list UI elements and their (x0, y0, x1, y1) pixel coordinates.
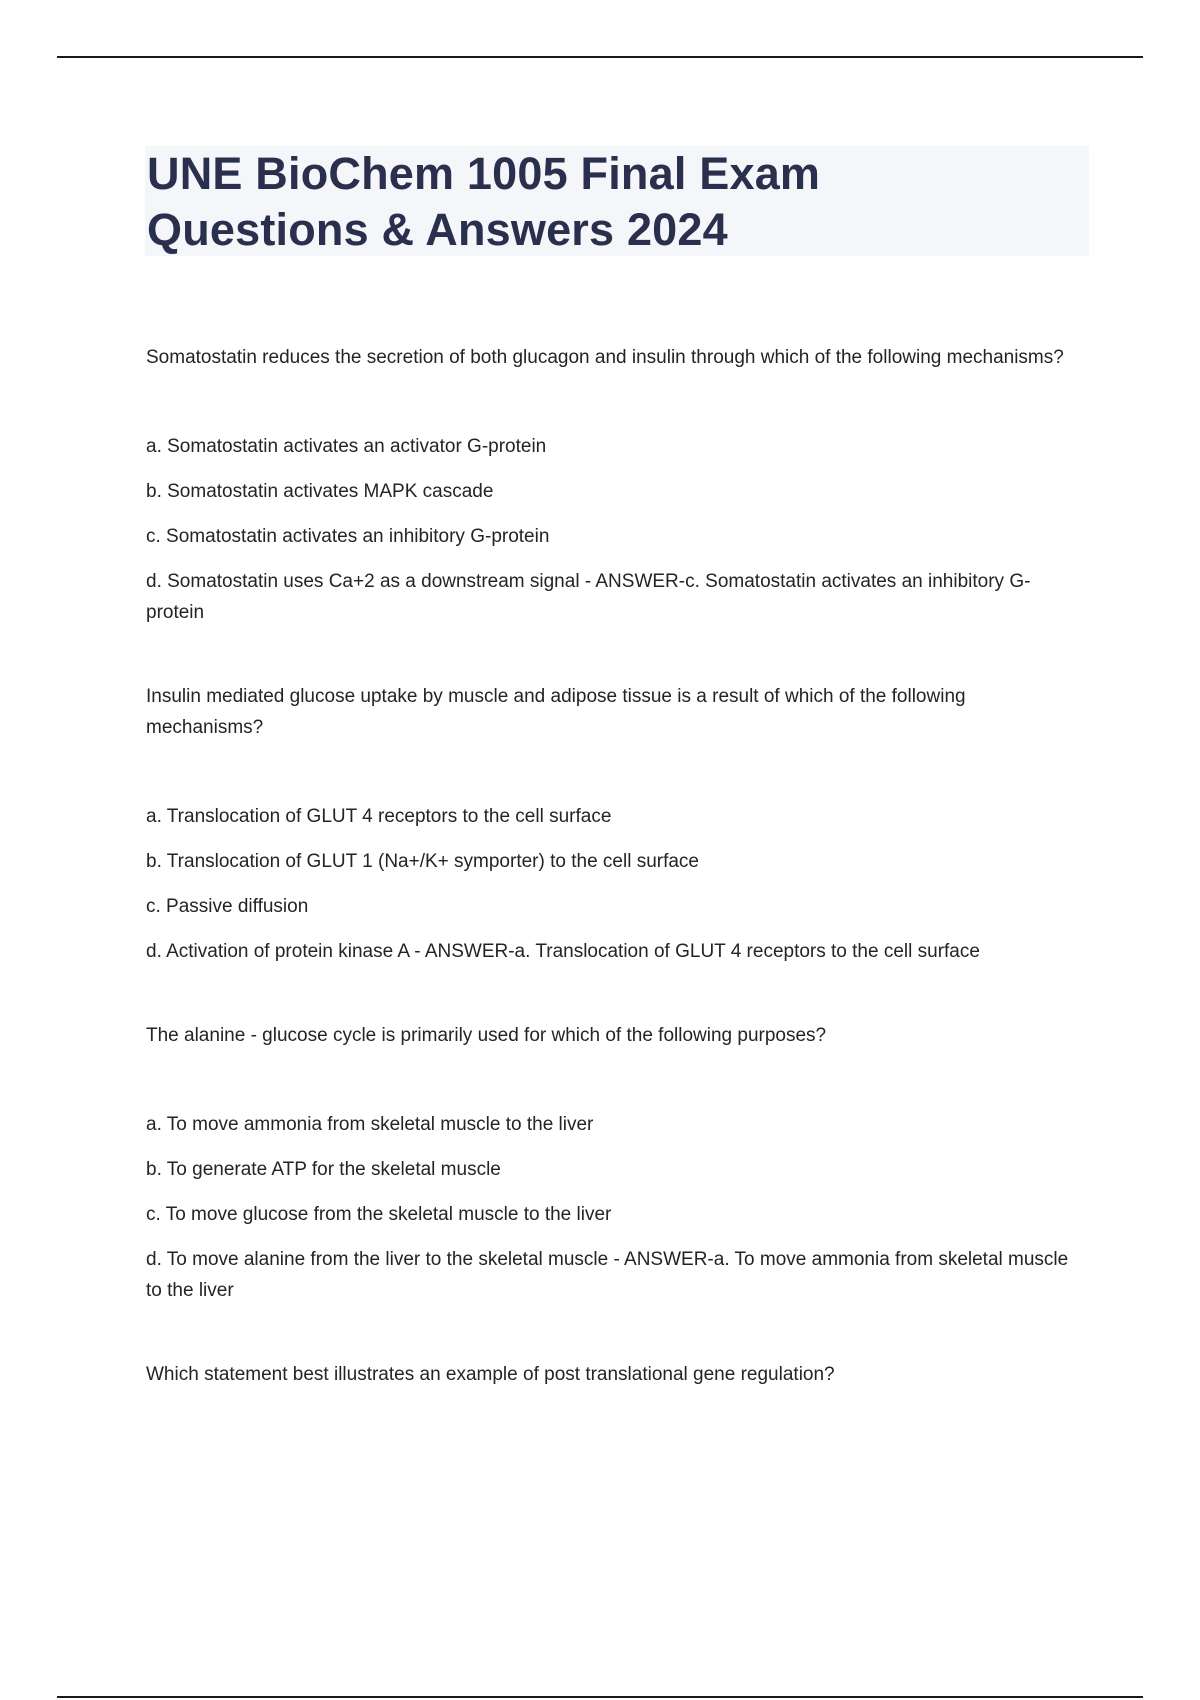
question-text: Insulin mediated glucose uptake by muscle and adipose tissue is a result of which of the following mechanisms? (146, 686, 966, 738)
option-a: a. Somatostatin activates an activator G-protein (146, 436, 547, 457)
option-b: b. Somatostatin activates MAPK cascade (146, 481, 494, 502)
option-c: c. To move glucose from the skeletal muscle to the liver (146, 1204, 612, 1225)
answer-options (146, 1109, 1076, 1306)
option-b: b. Translocation of GLUT 1 (Na+/K+ symporter) to the cell surface (146, 851, 700, 872)
question-block-4 (146, 1359, 1076, 1390)
option-c: c. Somatostatin activates an inhibitory G-protein (146, 526, 550, 547)
question-text: Which statement best illustrates an example of post translational gene regulation? (146, 1364, 835, 1385)
title-line-1: UNE BioChem 1005 Final Exam (147, 148, 821, 199)
answer-options (146, 801, 1076, 967)
question-block-2 (146, 681, 1076, 967)
title-line-2: Questions & Answers 2024 (147, 204, 728, 255)
question-text: Somatostatin reduces the secretion of both glucagon and insulin through which of the following mechanisms? (146, 347, 1064, 368)
bottom-rule (57, 1696, 1143, 1698)
answer-options (146, 431, 1076, 628)
top-rule (57, 56, 1143, 58)
option-a: a. Translocation of GLUT 4 receptors to the cell surface (146, 806, 612, 827)
option-c: c. Passive diffusion (146, 896, 309, 917)
question-block-1 (146, 342, 1076, 628)
option-a: a. To move ammonia from skeletal muscle to the liver (146, 1114, 594, 1135)
option-d-with-answer: d. Somatostatin uses Ca+2 as a downstream signal - ANSWER-c. Somatostatin activates an inhibitory G-protein (146, 571, 1031, 623)
question-block-3 (146, 1020, 1076, 1306)
document-body (146, 342, 1076, 1390)
option-d-with-answer: d. Activation of protein kinase A - ANSWER-a. Translocation of GLUT 4 receptors to the cell surface (146, 941, 980, 962)
option-d-with-answer: d. To move alanine from the liver to the skeletal muscle - ANSWER-a. To move ammonia from skeletal muscle to the liver (146, 1249, 1069, 1301)
title-block (145, 146, 1089, 256)
option-b: b. To generate ATP for the skeletal muscle (146, 1159, 501, 1180)
question-text: The alanine - glucose cycle is primarily used for which of the following purposes? (146, 1025, 827, 1046)
page-title (147, 146, 1087, 258)
